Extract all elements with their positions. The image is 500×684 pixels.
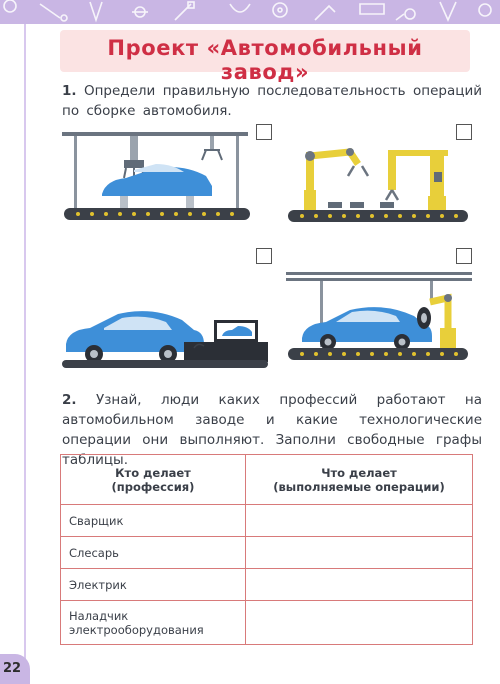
order-checkbox-3[interactable]: [256, 248, 272, 264]
decorative-header-band: [0, 0, 500, 24]
order-checkbox-1[interactable]: [256, 124, 272, 140]
operation-cell[interactable]: [246, 601, 473, 645]
task-1-text: [62, 81, 482, 121]
task-1-number: 1.: [62, 83, 77, 99]
page-title: Проект «Автомобильный завод»: [107, 36, 423, 84]
crane-body-conveyor-illustration: [56, 124, 256, 226]
tools-pattern-icon: [0, 0, 500, 24]
car-computer-test-illustration: [58, 302, 272, 368]
operation-cell[interactable]: [246, 505, 473, 537]
professions-table: [60, 454, 473, 645]
left-margin-stripe: [0, 24, 26, 684]
robot-wheel-mounting-illustration: [284, 268, 474, 362]
table-header-row: [61, 455, 473, 505]
order-checkbox-4[interactable]: [456, 248, 472, 264]
profession-cell: Сварщик: [61, 505, 246, 537]
robot-arms-parts-conveyor-illustration: [284, 142, 474, 228]
order-checkbox-2[interactable]: [456, 124, 472, 140]
task-2-body: Узнай, люди каких профессий работают на автомобильном заводе и какие технологические операции они выполняют. Заполни свободные графы таблицы.: [62, 392, 482, 468]
profession-cell: Наладчик электрооборудования: [61, 601, 246, 645]
operation-cell[interactable]: [246, 569, 473, 601]
profession-cell: Электрик: [61, 569, 246, 601]
table-row: [61, 537, 473, 569]
header-operations: Что делает (выполняемые операции): [246, 455, 473, 505]
task-1-body: Определи правильную последовательность операций по сборке автомобиля.: [62, 83, 482, 119]
table-row: [61, 569, 473, 601]
page-number: 22: [0, 654, 30, 684]
header-profession: Кто делает (профессия): [61, 455, 246, 505]
table-row: [61, 505, 473, 537]
operation-cell[interactable]: [246, 537, 473, 569]
table-row: [61, 601, 473, 645]
task-2-number: 2.: [62, 392, 77, 408]
profession-cell: Слесарь: [61, 537, 246, 569]
